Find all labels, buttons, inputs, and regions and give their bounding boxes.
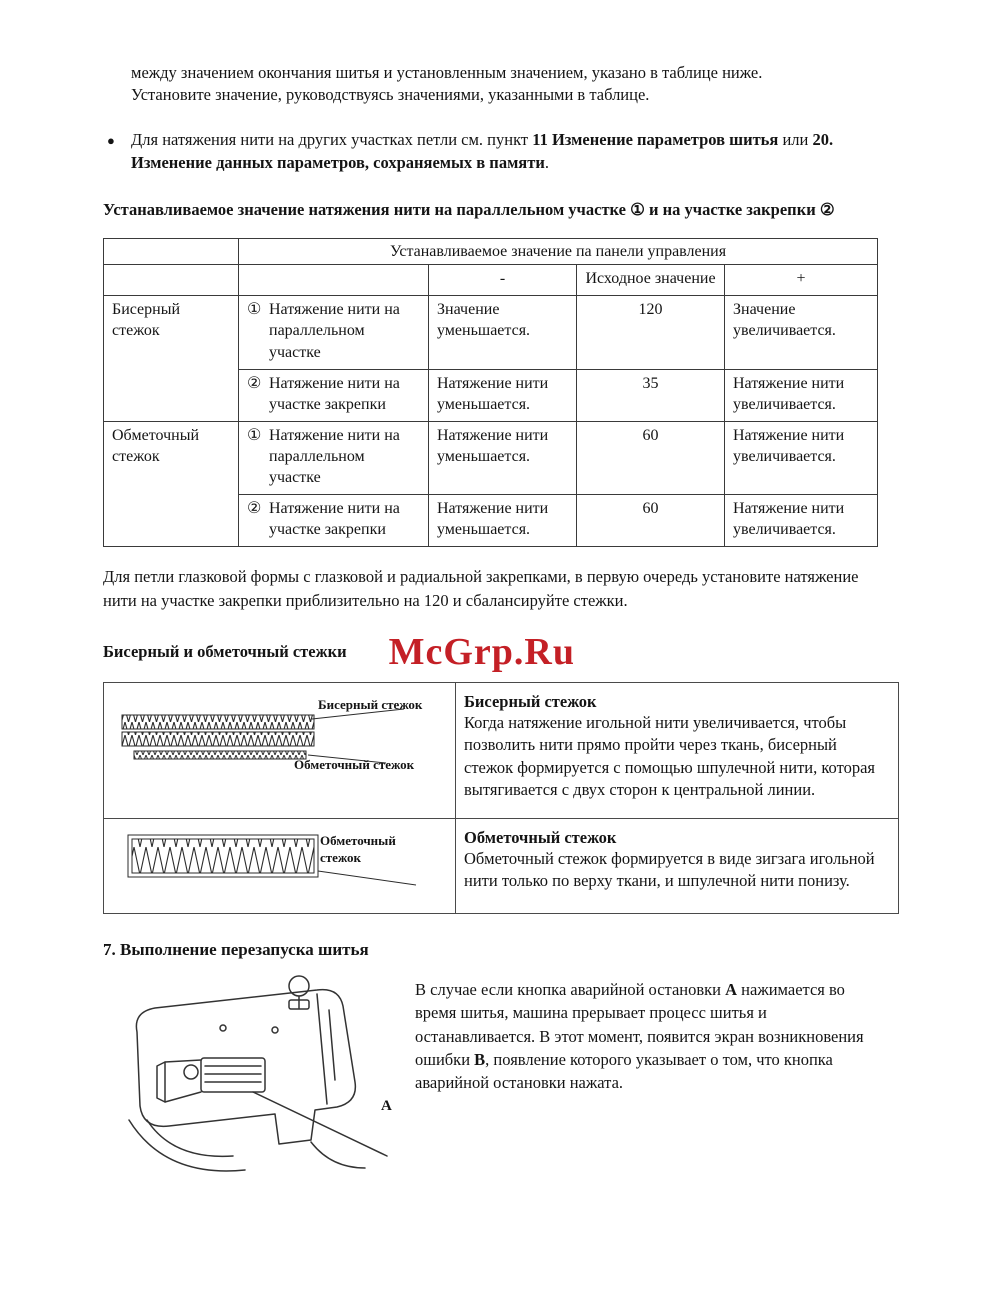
restart-p2: нажимается во время шитья, машина прерывает процесс шитья и останавливается. В этот момент, появится экран возникновения ошибки <box>415 979 864 1069</box>
row-desc <box>239 369 429 421</box>
row-desc <box>239 421 429 494</box>
restart-section-heading: 7. Выполнение перезапуска шитья <box>103 939 369 959</box>
col-header-plus: + <box>725 265 878 296</box>
overlock-stitch-text <box>456 819 898 913</box>
empty-header-cell <box>104 239 239 265</box>
desc-text: Натяжение нити на параллельном участке <box>269 301 400 361</box>
initial-value: 60 <box>577 495 725 547</box>
plus-effect: Натяжение нити увеличивается. <box>725 421 878 494</box>
desc-text: Натяжение нити на участке закрепки <box>269 374 400 413</box>
restart-p3: , появление которого указывает о том, что кнопка аварийной остановки нажата. <box>415 1049 833 1093</box>
bullet-mid: или <box>778 129 813 149</box>
plus-effect: Натяжение нити увеличивается. <box>725 495 878 547</box>
bead-stitch-diagram <box>104 683 456 818</box>
stitches-heading-row <box>103 626 900 678</box>
initial-value: 35 <box>577 369 725 421</box>
desc-text: Натяжение нити на параллельном участке <box>269 426 400 487</box>
col-header-initial: Исходное значение <box>577 265 725 296</box>
minus-effect: Натяжение нити уменьшается. <box>429 495 577 547</box>
bead-stitch-title: Бисерный стежок <box>464 691 597 711</box>
tension-section-heading: Устанавливаемое значение натяжения нити на параллельном участке ① и на участке закрепки ② <box>103 200 835 220</box>
restart-bold-b: B <box>474 1049 486 1069</box>
minus-effect: Натяжение нити уменьшается. <box>429 421 577 494</box>
row-desc <box>239 296 429 369</box>
table-row <box>104 421 878 494</box>
table-row <box>104 296 878 369</box>
empty-header-cell <box>239 265 429 296</box>
bullet-item <box>103 129 900 175</box>
overlock-stitch-body: Обметочный стежок формируется в виде зигзага игольной нити только по верху ткани, и шпулечной нити понизу. <box>464 849 875 891</box>
minus-effect: Значение уменьшается. <box>429 296 577 369</box>
desc-text: Натяжение нити на участке закрепки <box>269 500 400 539</box>
restart-p1: В случае если кнопка аварийной остановки <box>415 979 726 999</box>
minus-effect: Натяжение нити уменьшается. <box>429 369 577 421</box>
restart-bold-a: A <box>725 979 738 999</box>
plus-effect: Значение увеличивается. <box>725 296 878 369</box>
stitch-box <box>103 682 899 914</box>
figure-label-a: A <box>381 1097 392 1114</box>
tension-table <box>103 238 878 547</box>
bullet-pre: Для натяжения нити на других участках петли см. пункт <box>131 129 533 149</box>
initial-value: 120 <box>577 296 725 369</box>
overlock-stitch-row <box>104 819 898 913</box>
mcgrp-watermark: McGrp.Ru <box>388 630 575 673</box>
panel-header: Устанавливаемое значение па панели управления <box>239 239 878 265</box>
circled-1-icon: ① <box>247 301 262 319</box>
bullet-marker-icon: ● <box>107 132 115 148</box>
bullet-post: . <box>544 152 549 172</box>
row-group-overlock: Обметочный стежок <box>104 421 239 547</box>
intro-paragraph <box>131 62 900 107</box>
overlock-diagram-label: Обметочный стежок <box>320 832 396 865</box>
overlock-diagram-label: Обметочный стежок <box>294 756 415 772</box>
bead-stitch-body: Когда натяжение игольной нити увеличивается, чтобы позволить нити прямо пройти через ткань, бисерный стежок формируется с помощью шпулечной нити, которая вытягивается с двух сторон к центральной линии. <box>464 713 875 799</box>
overlock-stitch-title: Обметочный стежок <box>464 827 617 847</box>
circled-1-icon: ① <box>247 426 262 444</box>
row-group-bead: Бисерный стежок <box>104 296 239 422</box>
stitches-heading: Бисерный и обметочный стежки <box>103 641 347 661</box>
initial-value: 60 <box>577 421 725 494</box>
bullet-text <box>131 129 897 175</box>
circled-2-icon: ② <box>247 500 262 518</box>
table-header-row-2 <box>104 265 878 296</box>
restart-row <box>103 970 900 1182</box>
eyelet-note-paragraph: Для петли глазковой формы с глазковой и радиальной закрепками, в первую очередь установите натяжение нити на участке закрепки приблизительно на 120 и сбалансируйте стежки. <box>103 567 859 610</box>
machine-figure <box>103 970 415 1182</box>
bead-stitch-text <box>456 683 898 818</box>
bead-diagram-label: Бисерный стежок <box>318 696 423 712</box>
table-header-row-1 <box>104 239 878 265</box>
overlock-stitch-diagram <box>104 819 456 913</box>
restart-paragraph <box>415 970 887 1182</box>
empty-header-cell <box>104 265 239 296</box>
bullet-ref-11: 11 Изменение параметров шитья <box>532 129 779 149</box>
intro-line-1: между значением окончания шитья и установленным значением, указано в таблице ниже. <box>131 63 763 82</box>
intro-line-2: Установите значение, руководствуясь значениями, указанными в таблице. <box>131 85 650 105</box>
plus-effect: Натяжение нити увеличивается. <box>725 369 878 421</box>
sewing-machine-illustration <box>103 970 415 1182</box>
bullet-ref-20: 20. Изменение данных параметров, сохраняемых в памяти <box>131 129 834 172</box>
row-desc <box>239 495 429 547</box>
circled-2-icon: ② <box>247 374 262 392</box>
bead-stitch-row <box>104 683 898 819</box>
col-header-minus: - <box>429 265 577 296</box>
